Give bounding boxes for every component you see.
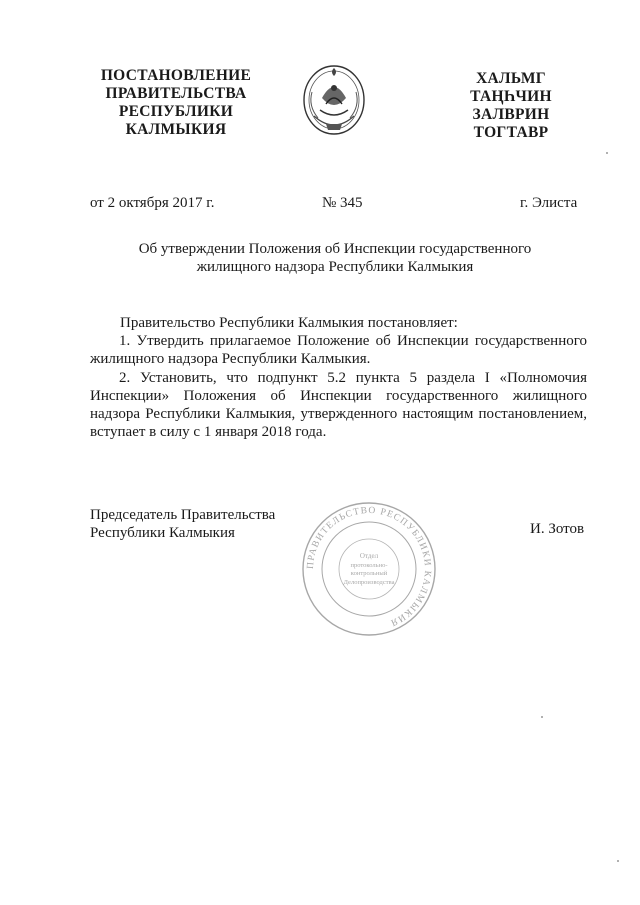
svg-text:контрольный: контрольный <box>350 570 388 577</box>
header-title-ru <box>96 67 256 139</box>
svg-text:протокольно-: протокольно- <box>350 562 388 569</box>
official-seal-stamp <box>300 500 438 638</box>
scan-speck <box>617 860 619 862</box>
document-number: № 345 <box>322 195 363 211</box>
scan-speck <box>541 716 543 718</box>
header-line: ТАҢҺЧИН <box>470 88 552 105</box>
document-city: г. Элиста <box>520 195 578 211</box>
header-line: ЗАЛВРИН <box>472 106 550 123</box>
signatory-title <box>90 506 275 542</box>
header-line: ПРАВИТЕЛЬСТВА <box>105 85 247 102</box>
document-body <box>90 314 587 441</box>
document-subject <box>120 240 550 276</box>
signatory-line: Республики Калмыкия <box>90 525 235 541</box>
svg-text:Делопроизводства: Делопроизводства <box>343 579 395 586</box>
header-line: ХАЛЬМГ <box>476 70 546 87</box>
item-1-paragraph: 1. Утвердить прилагаемое Положение об Инспекции государственного жилищного надзора Республики Калмыкия. <box>90 333 587 368</box>
kalmykia-emblem-icon <box>300 58 368 138</box>
subject-line: жилищного надзора Республики Калмыкия <box>196 259 474 275</box>
header-title-xal <box>456 70 566 142</box>
subject-line: Об утверждении Положения об Инспекции государственного <box>138 241 532 257</box>
signatory-line: Председатель Правительства <box>90 507 276 523</box>
item-2-paragraph: 2. Установить, что подпункт 5.2 пункта 5 раздела I «Полномочия Инспекции» Положения об Инспекции государственного жилищного надзора Республики Калмыкия, утвержденного настоящим постановлением, вступает в силу с 1 января 2018 года. <box>90 369 587 441</box>
signatory-name: И. Зотов <box>530 521 585 537</box>
header-line: ПОСТАНОВЛЕНИЕ <box>100 67 252 84</box>
header-line: РЕСПУБЛИКИ <box>118 103 234 120</box>
header-line: КАЛМЫКИЯ <box>125 121 227 138</box>
intro-paragraph: Правительство Республики Калмыкия постановляет: <box>120 315 458 331</box>
header-line: ТОГТАВР <box>473 124 549 141</box>
svg-text:ПРАВИТЕЛЬСТВО РЕСПУБЛИКИ КАЛМЫ: ПРАВИТЕЛЬСТВО РЕСПУБЛИКИ КАЛМЫКИЯ <box>305 505 433 628</box>
scan-speck <box>606 152 608 154</box>
svg-text:Отдел: Отдел <box>359 552 379 560</box>
document-date: от 2 октября 2017 г. <box>90 195 215 211</box>
